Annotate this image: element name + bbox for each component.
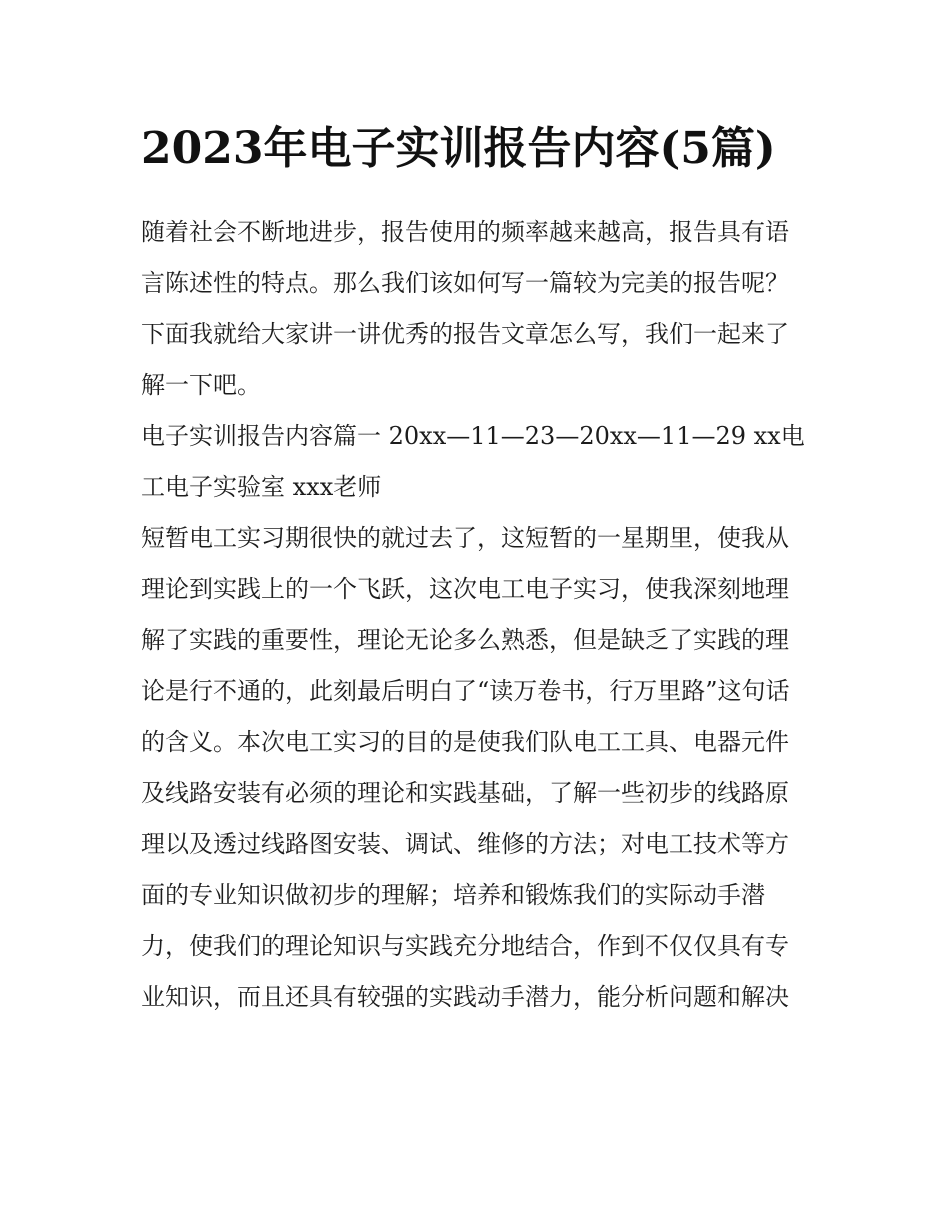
intro-paragraph: 随着社会不断地进步，报告使用的频率越来越高，报告具有语言陈述性的特点。那么我们该如何写一篇较为完美的报告呢？下面我就给大家讲一讲优秀的报告文章怎么写，我们一起来了解一下吧。 bbox=[141, 218, 789, 399]
section-heading: 电子实训报告内容篇一 20xx—11—23—20xx—11—29 xx电工电子实验室 xxx老师 bbox=[141, 422, 805, 501]
document-content bbox=[141, 118, 811, 1023]
document-title: 2023年电子实训报告内容(5篇) bbox=[141, 123, 776, 174]
body-paragraph: 短暂电工实习期很快的就过去了，这短暂的一星期里，使我从理论到实践上的一个飞跃，这次电工电子实习，使我深刻地理解了实践的重要性，理论无论多么熟悉，但是缺乏了实践的理论是行不通的，此刻最后明白了“读万卷书，行万里路”这句话的含义。本次电工实习的目的是使我们队电工工具、电器元件及线路安装有必须的理论和实践基础，了解一些初步的线路原理以及透过线路图安装、调试、维修的方法；对电工技术等方面的专业知识做初步的理解；培养和锻炼我们的实际动手潜力，使我们的理论知识与实践充分地结合，作到不仅仅具有专业知识，而且还具有较强的实践动手潜力，能分析问题和解决 bbox=[141, 524, 790, 1011]
